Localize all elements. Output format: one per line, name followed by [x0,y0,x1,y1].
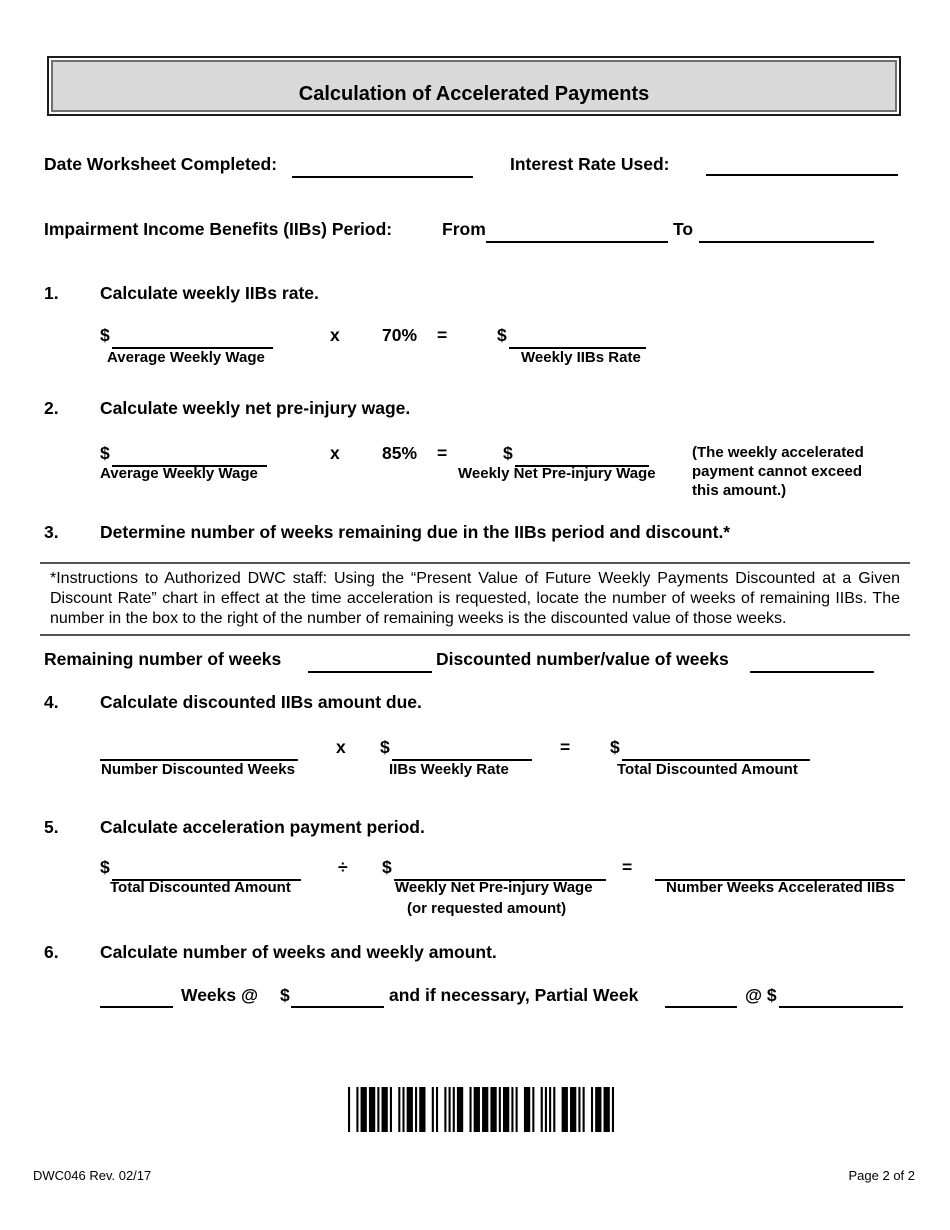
step5-label-num-weeks-accelerated: Number Weeks Accelerated IIBs [666,879,895,896]
discounted-weeks-blank[interactable] [750,653,874,673]
step2-net-preinjury-wage-blank[interactable] [515,447,649,467]
step1-heading: Calculate weekly IIBs rate. [100,283,319,303]
date-completed-blank[interactable] [292,158,473,178]
step3-instructions-text: *Instructions to Authorized DWC staff: Using the “Present Value of Future Weekly Payments Discounted at a Given Discount Rate” chart in effect at the time acceleration is requested, locate the number of weeks of remaining IIBs. The number in the box to the right of the number of remaining weeks is the discounted value of those weeks. [50,570,900,627]
step3-number: 3. [44,522,59,542]
iibs-period-label: Impairment Income Benefits (IIBs) Period: [44,219,393,239]
iibs-from-label: From [442,219,486,239]
step2-label-avg-weekly-wage: Average Weekly Wage [100,465,258,482]
step2-number: 2. [44,398,59,418]
step2-avg-weekly-wage-blank[interactable] [112,447,267,467]
step6-weekly-amount-blank[interactable] [291,988,384,1008]
step1-label-weekly-iibs-rate: Weekly IIBs Rate [521,349,641,366]
step5-divisor-dollar-sign: $ [382,857,392,877]
remaining-weeks-blank[interactable] [308,653,432,673]
step6-number: 6. [44,942,59,962]
step1-percent-value: 70% [382,325,418,345]
step5-label-total-discounted: Total Discounted Amount [110,879,291,896]
step4-label-num-discounted-weeks: Number Discounted Weeks [101,761,295,778]
step1-weekly-iibs-rate-blank[interactable] [509,329,646,349]
step6-weeks-count-blank[interactable] [100,988,173,1008]
step2-result-dollar-sign: $ [503,443,513,463]
step5-dollar-sign: $ [100,857,110,877]
step3-heading: Determine number of weeks remaining due in the IIBs period and discount.* [100,522,731,542]
iibs-to-blank[interactable] [699,223,874,243]
page-number: Page 2 of 2 [848,1168,915,1183]
step6-weeks-at-label: Weeks @ [181,985,259,1005]
step1-label-avg-weekly-wage: Average Weekly Wage [107,349,265,366]
step6-partial-week-label: and if necessary, Partial Week [389,985,639,1005]
step5-divide-sign: ÷ [338,857,348,877]
step6-at-dollar-sign: @ $ [745,985,777,1005]
step2-multiply-sign: x [330,443,340,463]
title-banner [47,56,901,116]
step1-dollar-sign: $ [100,325,110,345]
step5-equals-sign: = [622,857,633,877]
step4-num-discounted-weeks-blank[interactable] [100,741,298,761]
step4-multiply-sign: x [336,737,346,757]
barcode-image [348,1087,614,1132]
discounted-weeks-label: Discounted number/value of weeks [436,649,729,669]
remaining-weeks-label: Remaining number of weeks [44,649,282,669]
step1-number: 1. [44,283,59,303]
step4-label-iibs-weekly-rate: IIBs Weekly Rate [389,761,509,778]
step5-total-discounted-blank[interactable] [112,861,301,881]
step4-iibs-weekly-rate-blank[interactable] [392,741,532,761]
step4-label-total-discounted: Total Discounted Amount [617,761,798,778]
interest-rate-label: Interest Rate Used: [510,154,670,174]
step3-instructions-box [40,562,910,636]
step2-equals-sign: = [437,443,448,463]
step5-net-preinjury-wage-blank[interactable] [394,861,606,881]
step2-label-net-preinjury-wage: Weekly Net Pre-injury Wage [458,465,656,482]
step1-avg-weekly-wage-blank[interactable] [112,329,273,349]
step4-dollar-sign: $ [380,737,390,757]
step5-heading: Calculate acceleration payment period. [100,817,425,837]
step5-number: 5. [44,817,59,837]
step6-partial-week-count-blank[interactable] [665,988,737,1008]
title-banner-inner [51,60,897,112]
step4-total-discounted-blank[interactable] [622,741,810,761]
interest-rate-blank[interactable] [706,156,898,176]
step1-result-dollar-sign: $ [497,325,507,345]
page-title: Calculation of Accelerated Payments [298,83,650,105]
step2-dollar-sign: $ [100,443,110,463]
step1-multiply-sign: x [330,325,340,345]
iibs-from-blank[interactable] [486,223,668,243]
step1-equals-sign: = [437,325,448,345]
step4-equals-sign: = [560,737,571,757]
step4-result-dollar-sign: $ [610,737,620,757]
step2-percent-value: 85% [382,443,418,463]
date-completed-label: Date Worksheet Completed: [44,154,278,174]
step4-number: 4. [44,692,59,712]
step6-heading: Calculate number of weeks and weekly amount. [100,942,497,962]
step5-num-weeks-accelerated-blank[interactable] [655,861,905,881]
step5-label-or-requested-amount: (or requested amount) [407,900,567,917]
step4-heading: Calculate discounted IIBs amount due. [100,692,422,712]
step6-dollar-sign: $ [280,985,290,1005]
iibs-to-label: To [673,219,694,239]
step2-heading: Calculate weekly net pre-injury wage. [100,398,411,418]
step2-exceed-note: (The weekly accelerated payment cannot exceed this amount.) [692,444,864,499]
step5-label-net-preinjury-wage: Weekly Net Pre-injury Wage [395,879,593,896]
form-number: DWC046 Rev. 02/17 [33,1168,152,1183]
step6-partial-amount-blank[interactable] [779,988,903,1008]
